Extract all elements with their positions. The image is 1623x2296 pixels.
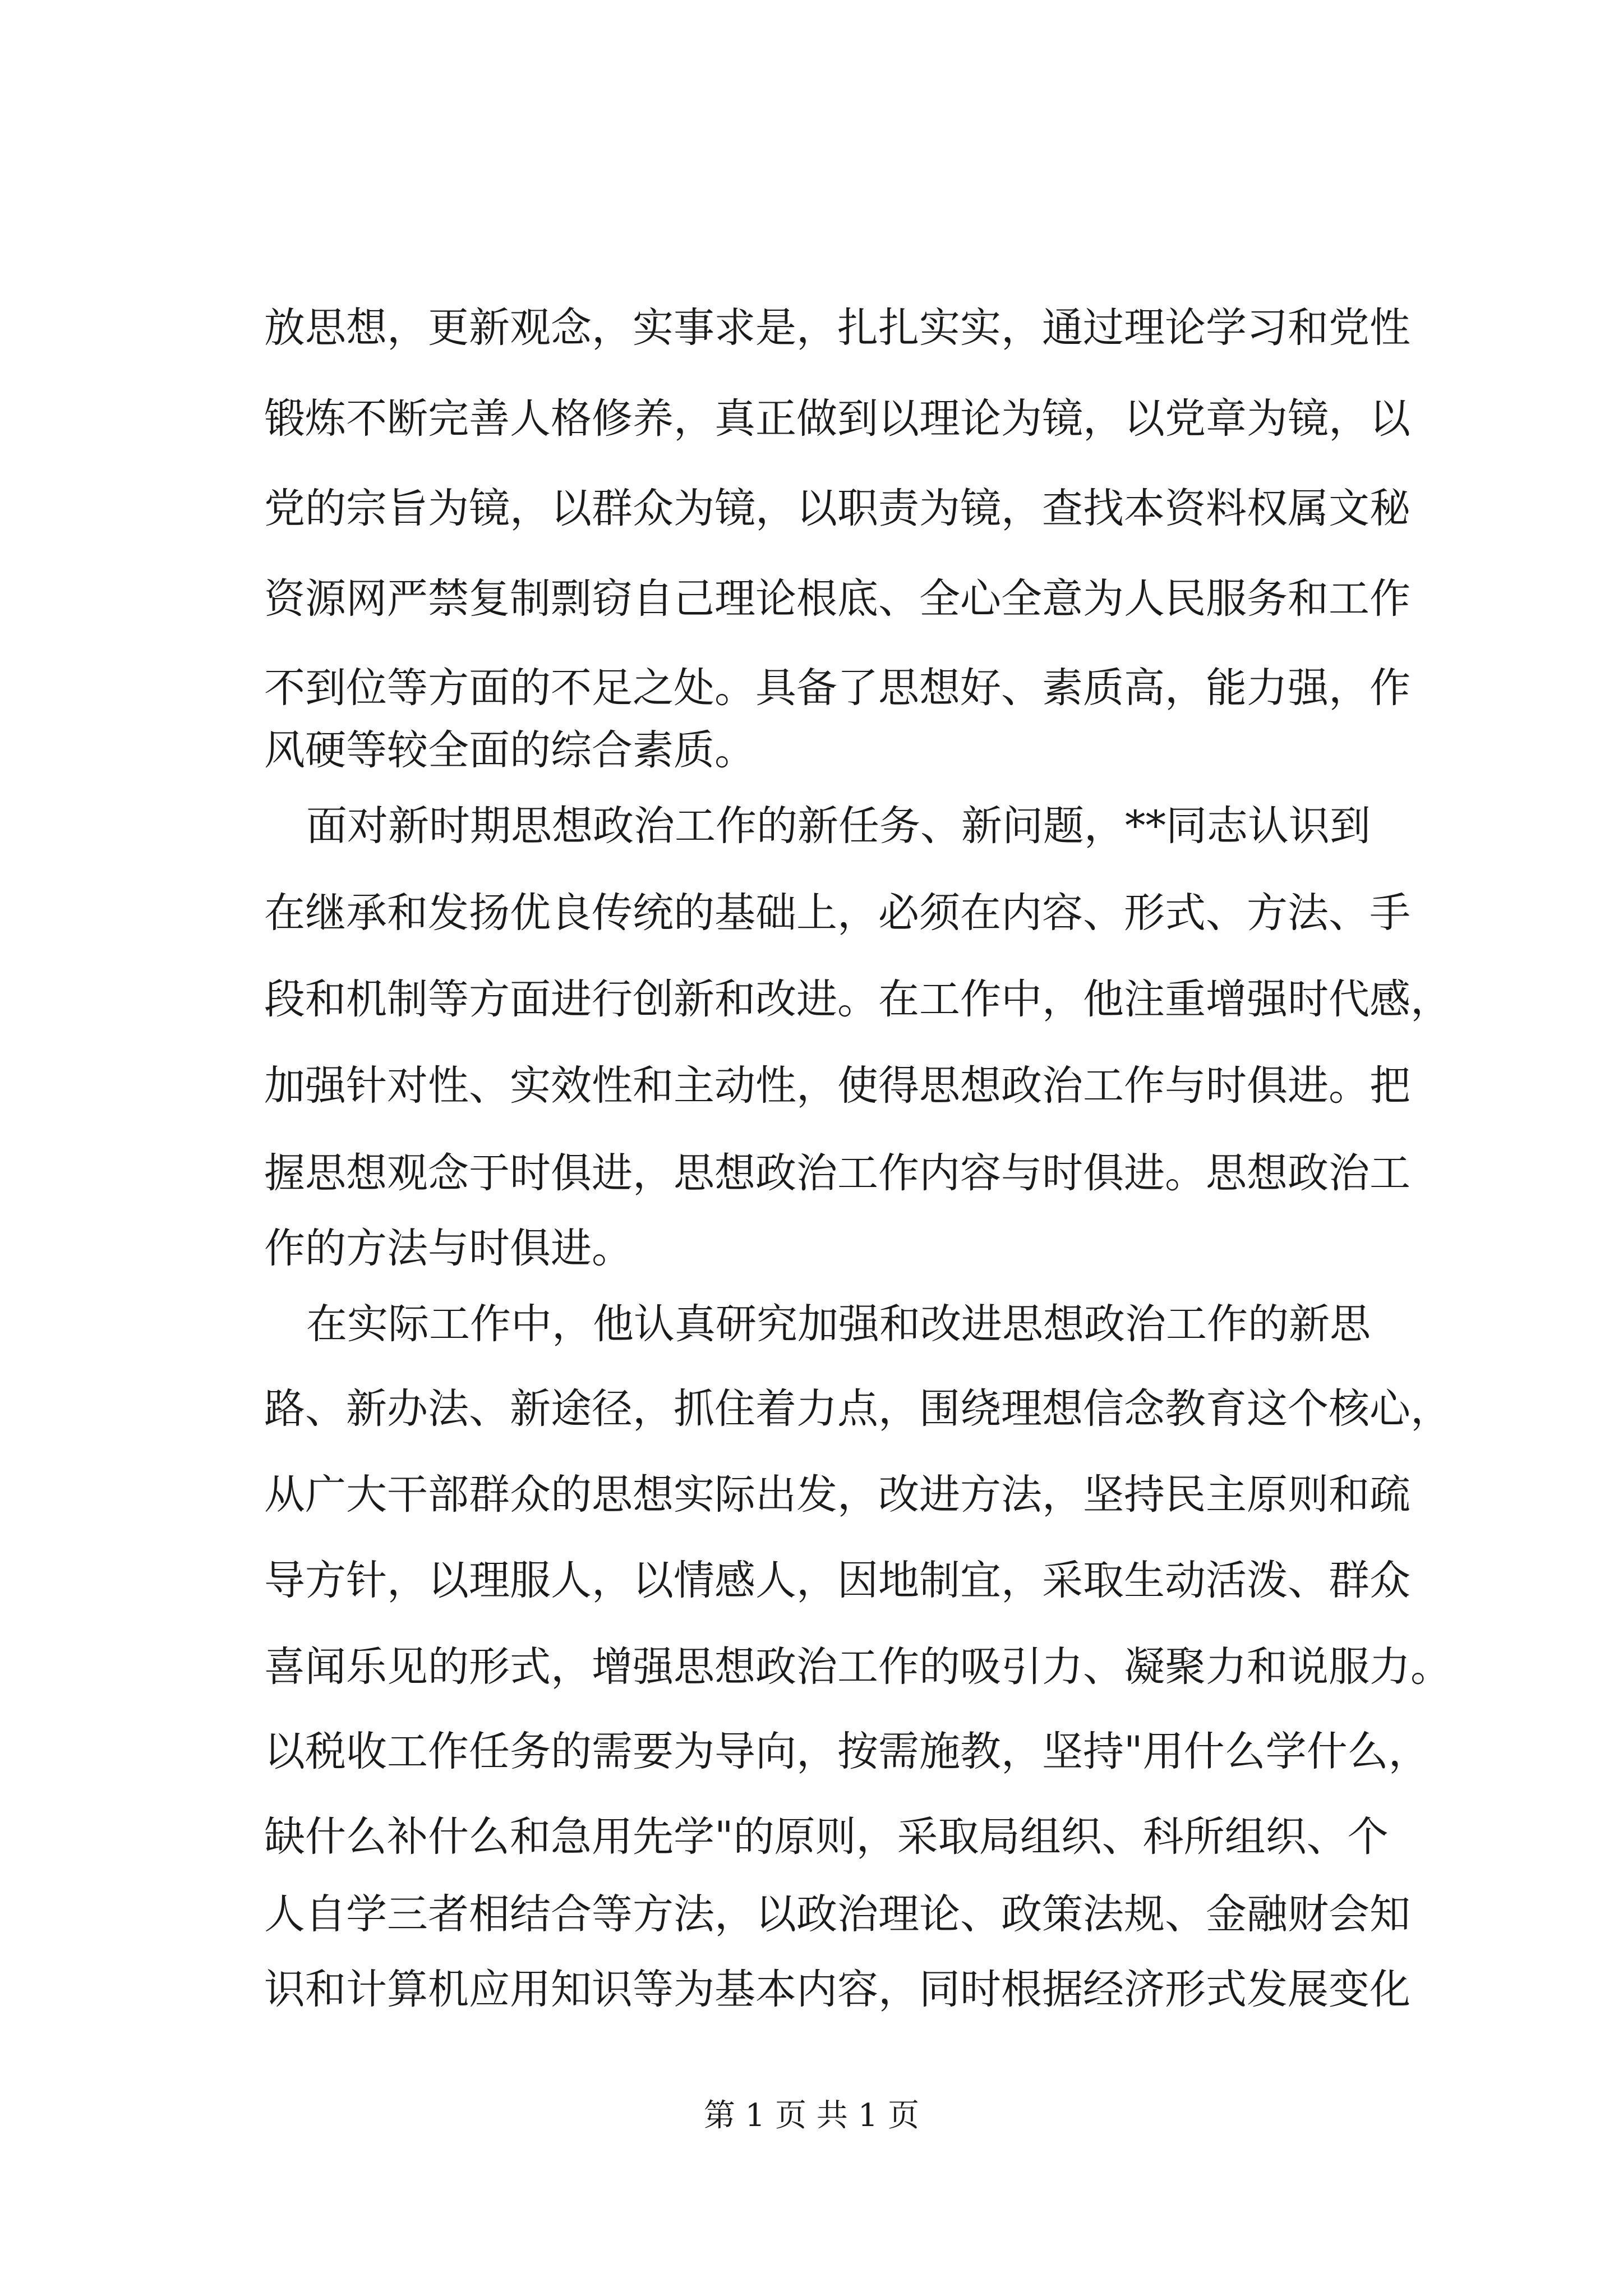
paragraph-2-line-2: 在继承和发扬优良传统的基础上，必须在内容、形式、方法、手 bbox=[264, 889, 1410, 937]
paragraph-1-line-6: 风硬等较全面的综合素质。 bbox=[264, 726, 755, 774]
paragraph-3-line-9: 识和计算机应用知识等为基本内容，同时根据经济形式发展变化 bbox=[264, 1966, 1410, 2013]
paragraph-2-line-6: 作的方法与时俱进。 bbox=[264, 1225, 633, 1272]
paragraph-3-line-4: 导方针，以理服人，以情感人，因地制宜，采取生动活泼、群众 bbox=[264, 1557, 1410, 1604]
paragraph-2-line-1: 面对新时期思想政治工作的新任务、新问题，**同志认识到 bbox=[306, 802, 1371, 850]
paragraph-3-line-1: 在实际工作中，他认真研究加强和改进思想政治工作的新思 bbox=[306, 1300, 1371, 1348]
paragraph-1-line-1: 放思想，更新观念，实事求是，扎扎实实，通过理论学习和党性 bbox=[264, 304, 1410, 352]
paragraph-3-line-2: 路、新办法、新途径，抓住着力点，围绕理想信念教育这个核心， bbox=[264, 1385, 1451, 1433]
paragraph-1-line-4: 资源网严禁复制剽窃自己理论根底、全心全意为人民服务和工作 bbox=[264, 575, 1410, 623]
paragraph-1-line-5: 不到位等方面的不足之处。具备了思想好、素质高，能力强，作 bbox=[264, 664, 1410, 712]
paragraph-2-line-4: 加强针对性、实效性和主动性，使得思想政治工作与时俱进。把 bbox=[264, 1062, 1410, 1110]
paragraph-3-line-7: 缺什么补什么和急用先学"的原则，采取局组织、科所组织、个 bbox=[264, 1813, 1389, 1861]
paragraph-1-line-2: 锻炼不断完善人格修养，真正做到以理论为镜，以党章为镜，以 bbox=[264, 395, 1410, 443]
paragraph-2-line-3: 段和机制等方面进行创新和改进。在工作中，他注重增强时代感， bbox=[264, 976, 1451, 1023]
paragraph-3-line-6: 以税收工作任务的需要为导向，按需施教，坚持"用什么学什么， bbox=[264, 1728, 1430, 1775]
paragraph-3-line-5: 喜闻乐见的形式，增强思想政治工作的吸引力、凝聚力和说服力。 bbox=[264, 1643, 1451, 1691]
paragraph-3-line-8: 人自学三者相结合等方法，以政治理论、政策法规、金融财会知 bbox=[264, 1890, 1410, 1938]
page-number-footer: 第 1 页 共 1 页 bbox=[703, 2097, 920, 2134]
paragraph-2-line-5: 握思想观念于时俱进，思想政治工作内容与时俱进。思想政治工 bbox=[264, 1149, 1410, 1197]
paragraph-1-line-3: 党的宗旨为镜，以群众为镜，以职责为镜，查找本资料权属文秘 bbox=[264, 485, 1410, 532]
paragraph-3-line-3: 从广大干部群众的思想实际出发，改进方法，坚持民主原则和疏 bbox=[264, 1471, 1410, 1519]
